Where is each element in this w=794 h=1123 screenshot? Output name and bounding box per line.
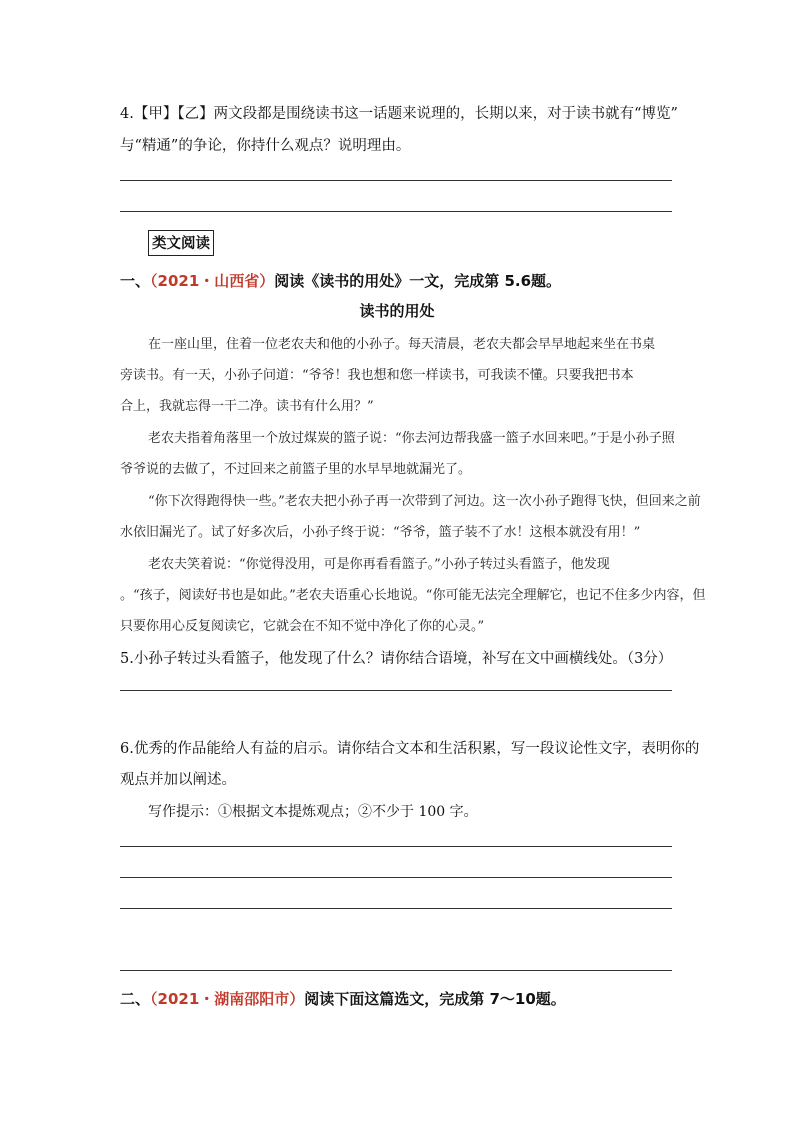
answer-line [120,970,672,971]
section-2-instructions: 阅读下面这篇选文，完成第 7～10题。 [304,990,566,1008]
story-line: 老农夫笑着说：“你觉得没用，可是你再看看篮子。”小孙子转过头看篮子，他发现 [148,557,610,572]
section-1-heading [120,270,561,291]
question-6-line-2: 观点并加以阐述。 [120,772,236,788]
answer-line [120,877,672,878]
answer-line [120,846,672,847]
story-line: 旁读书。有一天，小孙子问道：“爷爷！我也想和您一样读书，可我读不懂。只要我把书本 [120,368,634,383]
question-4-line-2: 与“精通”的争论，你持什么观点？说明理由。 [120,138,411,154]
story-line: “你下次得跑得快一些。”老农夫把小孙子再一次带到了河边。这一次小孙子跑得飞快，但回来之前 [148,494,701,509]
answer-line [120,180,672,181]
answer-line [120,690,672,691]
section-2-heading [120,988,566,1009]
writing-hint: 写作提示：①根据文本提炼观点；②不少于 100 字。 [148,804,478,820]
question-4-line-1: 4.【甲】【乙】两文段都是围绕读书这一话题来说理的，长期以来，对于读书就有“博览” [120,106,678,122]
story-line: 。“孩子，阅读好书也是如此。”老农夫语重心长地说。“你可能无法完全理解它，也记不住多少内容，但 [120,588,706,603]
answer-line [120,908,672,909]
section-2-prefix: 二、 [120,990,151,1008]
story-title: 读书的用处 [359,302,435,320]
answer-line [120,211,672,212]
story-line: 爷爷说的去做了，不过回来之前篮子里的水早早地就漏光了。 [120,462,472,477]
story-line: 老农夫指着角落里一个放过煤炭的篮子说：“你去河边帮我盛一篮子水回来吧。”于是小孙子照 [148,431,675,446]
story-line: 只要你用心反复阅读它，它就会在不知不觉中净化了你的心灵。” [120,619,485,634]
story-line: 水依旧漏光了。试了好多次后，小孙子终于说：“爷爷，篮子装不了水！这根本就没有用！” [120,525,641,540]
question-6-line-1: 6.优秀的作品能给人有益的启示。请你结合文本和生活积累，写一段议论性文字，表明你的 [120,741,700,757]
section-label-box: 类文阅读 [148,230,214,256]
story-line: 在一座山里，住着一位老农夫和他的小孙子。每天清晨，老农夫都会早早地起来坐在书桌 [148,337,656,352]
section-1-prefix: 一、 [120,272,151,290]
section-2-source: （2021・湖南邵阳市） [150,990,305,1008]
section-1-source: （2021・山西省） [150,272,275,290]
story-line: 合上，我就忘得一干二净。读书有什么用？” [120,399,374,414]
section-1-instructions: 阅读《读书的用处》一文，完成第 5.6题。 [274,272,562,290]
question-5: 5.小孙子转过头看篮子，他发现了什么？请你结合语境，补写在文中画横线处。（3分） [120,651,673,667]
